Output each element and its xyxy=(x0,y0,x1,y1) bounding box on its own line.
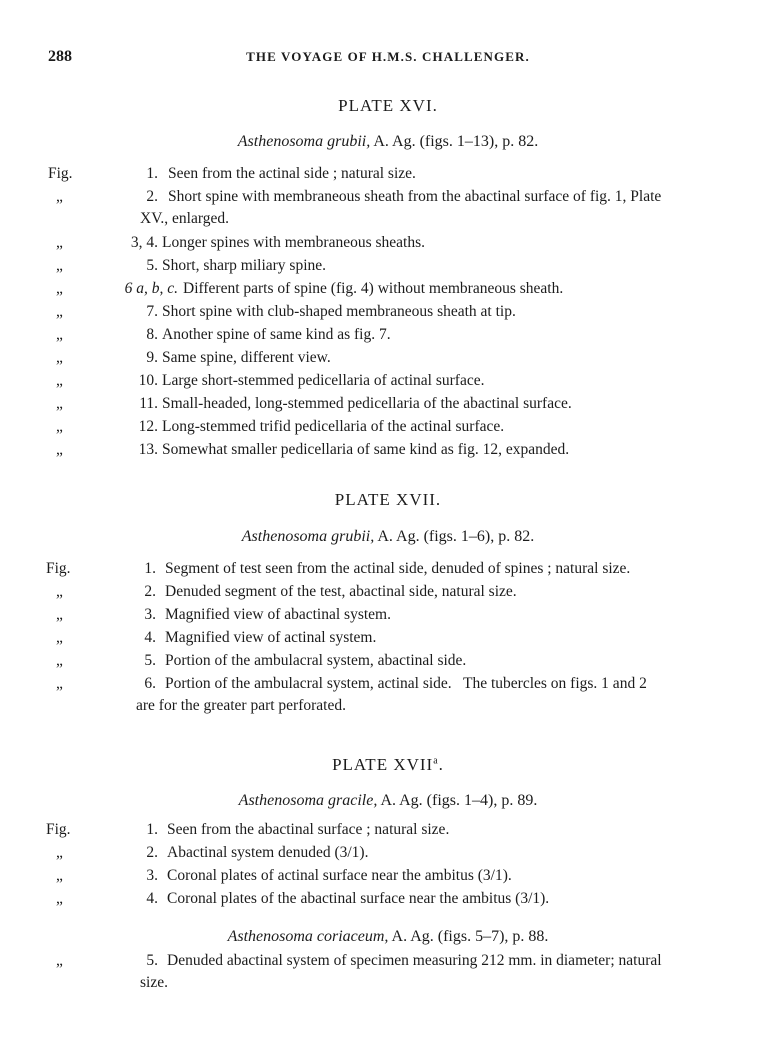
figure-description: Portion of the ambulacral system, actinal side. The tubercles on figs. 1 and 2 xyxy=(165,675,647,692)
species-ref: A. Ag. (figs. 5–7), p. 88. xyxy=(388,928,549,945)
figure-prefix: „ xyxy=(56,349,63,366)
figure-number: 10. xyxy=(138,372,158,389)
figure-number: 4. xyxy=(146,890,158,907)
species-ref: A. Ag. (figs. 1–4), p. 89. xyxy=(377,792,538,809)
figure-description: Seen from the abactinal surface ; natural size. xyxy=(167,821,450,838)
figure-prefix: Fig. xyxy=(48,165,73,182)
figure-description: Denuded segment of the test, abactinal side, natural size. xyxy=(165,583,517,600)
figure-prefix: Fig. xyxy=(46,821,71,838)
figure-description: Longer spines with membraneous sheaths. xyxy=(162,234,426,251)
figure-description: Seen from the actinal side ; natural size. xyxy=(168,165,416,182)
figure-number: 11. xyxy=(139,395,158,412)
figure-number: 5. xyxy=(144,652,156,669)
figure-description: Same spine, different view. xyxy=(162,349,331,366)
figure-prefix: „ xyxy=(56,326,63,343)
figure-prefix: „ xyxy=(56,867,63,884)
running-head: THE VOYAGE OF H.M.S. CHALLENGER. xyxy=(246,49,530,64)
figure-number: 1. xyxy=(146,821,158,838)
species-ref: A. Ag. (figs. 1–6), p. 82. xyxy=(374,528,535,545)
figure-prefix: „ xyxy=(56,372,63,389)
figure-number: 6 a, b, c. xyxy=(124,280,178,297)
figure-prefix: „ xyxy=(56,606,63,623)
figure-prefix: „ xyxy=(56,234,63,251)
figure-description: Coronal plates of the abactinal surface near the ambitus (3/1). xyxy=(167,890,550,907)
figure-number: 3. xyxy=(144,606,156,623)
figure-description-continued: XV., enlarged. xyxy=(140,210,229,227)
plate-title: PLATE XVII. xyxy=(334,490,442,509)
figure-description: Large short-stemmed pedicellaria of actinal surface. xyxy=(162,372,485,389)
plate-title-superscript: a xyxy=(433,755,439,767)
figure-number: 9. xyxy=(146,349,158,366)
figure-description: Abactinal system denuded (3/1). xyxy=(167,844,369,861)
species-heading xyxy=(0,133,776,151)
figure-description: Magnified view of actinal system. xyxy=(165,629,377,646)
figure-number: 1. xyxy=(146,165,158,182)
page-header xyxy=(48,48,728,68)
figure-prefix: „ xyxy=(56,629,63,646)
figure-number: 3, 4. xyxy=(130,234,158,251)
figure-prefix: „ xyxy=(56,418,63,435)
species-name: Asthenosoma coriaceum, xyxy=(227,928,389,945)
figure-description-continued: are for the greater part perforated. xyxy=(136,697,346,714)
figure-description: Somewhat smaller pedicellaria of same kind as fig. 12, expanded. xyxy=(162,441,570,458)
figure-prefix: „ xyxy=(56,652,63,669)
figure-prefix: „ xyxy=(56,583,63,600)
figure-description: Different parts of spine (fig. 4) without membraneous sheath. xyxy=(183,280,564,297)
plate-title xyxy=(0,755,776,775)
plate-title-text: PLATE XVII xyxy=(332,755,434,774)
figure-prefix: „ xyxy=(56,280,63,297)
figure-prefix: „ xyxy=(56,395,63,412)
figure-prefix: „ xyxy=(56,952,63,969)
figure-prefix: „ xyxy=(56,188,63,205)
figure-number: 6. xyxy=(144,675,156,692)
figure-description: Short, sharp miliary spine. xyxy=(162,257,327,274)
figure-description: Long-stemmed trifid pedicellaria of the actinal surface. xyxy=(162,418,505,435)
species-name: Asthenosoma grubii, xyxy=(237,133,371,150)
figure-number: 4. xyxy=(144,629,156,646)
figure-number: 12. xyxy=(138,418,158,435)
figure-description: Magnified view of abactinal system. xyxy=(165,606,391,623)
figure-description: Short spine with membraneous sheath from the abactinal surface of fig. 1, Plate xyxy=(168,188,662,205)
figure-number: 1. xyxy=(144,560,156,577)
figure-prefix: „ xyxy=(56,844,63,861)
figure-prefix: „ xyxy=(56,675,63,692)
species-name: Asthenosoma gracile, xyxy=(238,792,378,809)
species-name: Asthenosoma grubii, xyxy=(241,528,375,545)
figure-prefix: Fig. xyxy=(46,560,71,577)
figure-prefix: „ xyxy=(56,303,63,320)
figure-description: Small-headed, long-stemmed pedicellaria of the abactinal surface. xyxy=(162,395,572,412)
species-heading xyxy=(0,792,776,810)
figure-description: Segment of test seen from the actinal side, denuded of spines ; natural size. xyxy=(165,560,631,577)
figure-description: Short spine with club-shaped membraneous sheath at tip. xyxy=(162,303,516,320)
figure-number: 3. xyxy=(146,867,158,884)
figure-number: 13. xyxy=(138,441,158,458)
species-heading xyxy=(0,528,776,546)
figure-description: Portion of the ambulacral system, abactinal side. xyxy=(165,652,467,669)
figure-prefix: „ xyxy=(56,890,63,907)
figure-description: Another spine of same kind as fig. 7. xyxy=(162,326,391,343)
species-heading xyxy=(0,928,776,946)
figure-number: 2. xyxy=(146,844,158,861)
figure-number: 2. xyxy=(146,188,158,205)
figure-number: 8. xyxy=(146,326,158,343)
figure-description: Denuded abactinal system of specimen measuring 212 mm. in diameter; natural xyxy=(167,952,662,969)
page-number: 288 xyxy=(48,48,72,65)
figure-number: 2. xyxy=(144,583,156,600)
figure-prefix: „ xyxy=(56,257,63,274)
plate-title-period: . xyxy=(438,755,444,774)
species-ref: A. Ag. (figs. 1–13), p. 82. xyxy=(370,133,539,150)
figure-number: 5. xyxy=(146,952,158,969)
plate-title: PLATE XVI. xyxy=(338,96,438,115)
figure-prefix: „ xyxy=(56,441,63,458)
figure-description-continued: size. xyxy=(140,974,168,991)
figure-number: 5. xyxy=(146,257,158,274)
figure-number: 7. xyxy=(146,303,158,320)
figure-description: Coronal plates of actinal surface near the ambitus (3/1). xyxy=(167,867,512,884)
